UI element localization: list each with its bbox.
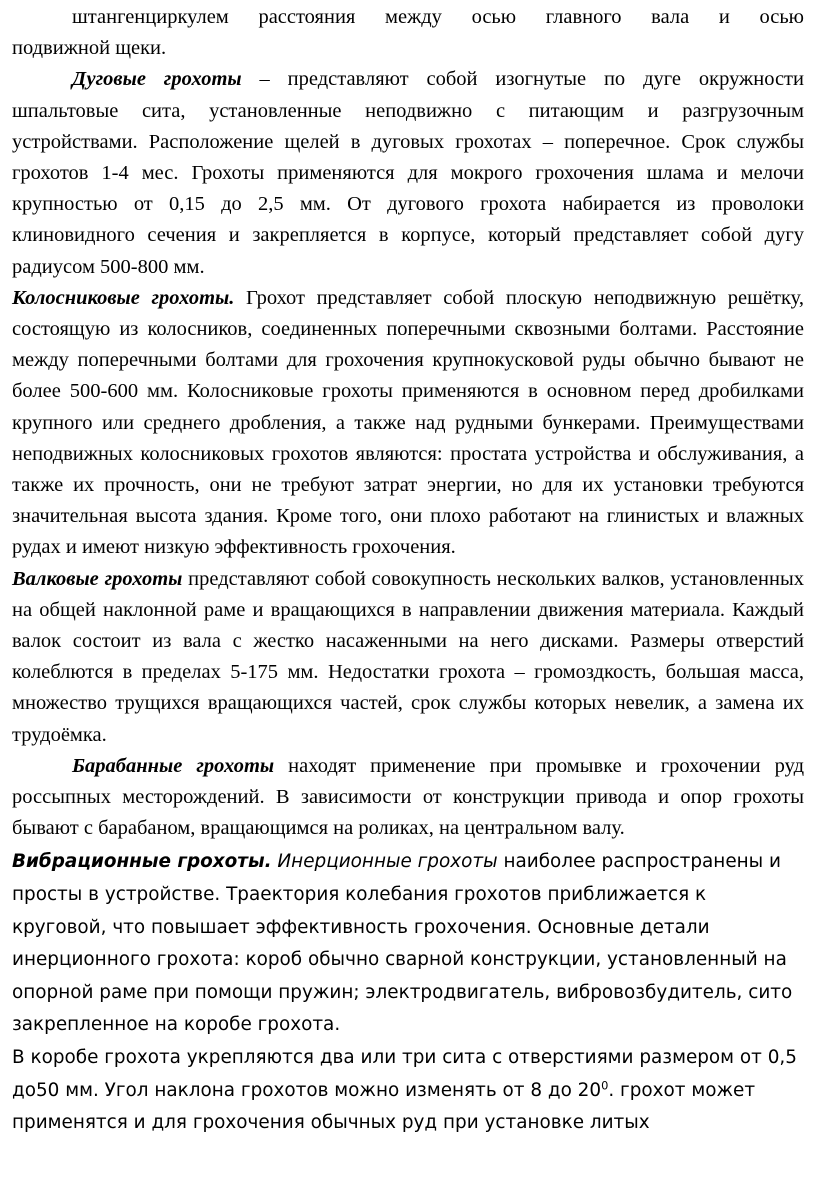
- arc-screens-text: – представляют собой изогнутые по дуге окружности шпальтовые сита, установленные неподвижно с питающим и разгрузочным устройствами. Расположение щелей в дуговых грохотах – поперечное. Срок службы грохотов 1-4 мес. Грохоты применяются для мокрого грохочения шлама и мелочи крупностью от 0,15 до 2,5 мм. От дугового грохота набирается из проволоки клиновидного сечения и закрепляется в корпусе, который представляет собой дугу радиусом 500-800 мм.: [12, 68, 804, 278]
- sans-section: [12, 846, 804, 1139]
- screen-box-text-a: В коробе грохота укрепляются два или три сита с отверстиями размером от 0,5 до50 мм. Угол наклона грохотов можно изменять от 8 до 20: [12, 1047, 797, 1101]
- term-arc-screens: Дуговые грохоты: [72, 68, 242, 91]
- paragraph-roller-screens: [12, 564, 804, 751]
- paragraph-grizzly-screens: [12, 283, 804, 564]
- degree-superscript: 0: [601, 1078, 609, 1093]
- term-vibrating-screens: Вибрационные грохоты.: [12, 851, 272, 873]
- term-inertial-screens: Инерционные грохоты: [271, 851, 498, 873]
- screen-box-text-b: . грохот может применятся и для грохочения обычных руд при установке литых: [12, 1079, 756, 1134]
- term-roller-screens: Валковые грохоты: [12, 567, 183, 590]
- paragraph-screen-box: [12, 1042, 804, 1140]
- vibrating-screens-text: наиболее распространены и просты в устройстве. Траектория колебания грохотов приближается к круговой, что повышает эффективность грохочения. Основные детали инерционного грохота: короб обычно сварной конструкции, установленный на опорной раме при помощи пружин; электродвигатель, вибровозбудитель, сито закрепленное на коробе грохота.: [12, 851, 793, 1036]
- term-grizzly-screens: Колосниковые грохоты.: [12, 286, 235, 309]
- paragraph-drum-screens: [12, 751, 804, 845]
- drum-screens-text: находят применение при промывке и грохочении руд россыпных месторождений. В зависимости от конструкции привода и опор грохоты бывают с барабаном, вращающимся на роликах, на центральном валу.: [12, 754, 804, 840]
- paragraph-1-line-2: подвижной щеки.: [12, 37, 167, 60]
- term-drum-screens: Барабанные грохоты: [72, 754, 275, 777]
- paragraph-1-line-1: штангенциркулем расстояния между осью главного вала и осью: [72, 6, 804, 28]
- grizzly-screens-text: Грохот представляет собой плоскую неподвижную решётку, состоящую из колосников, соединенных поперечными сквозными болтами. Расстояние между поперечными болтами для грохочения крупнокусковой руды обычно бывают не более 500-600 мм. Колосниковые грохоты применяются в основном перед дробилками крупного или среднего дробления, а также над рудными бункерами. Преимуществами неподвижных колосниковых грохотов являются: простата устройства и обслуживания, а также их прочность, они не требуют затрат энергии, но для их установки требуются значительная высота здания. Кроме того, они плохо работают на глинистых и влажных рудах и имеют низкую эффективность грохочения.: [12, 286, 804, 559]
- roller-screens-text: представляют собой совокупность нескольких валков, установленных на общей наклонной раме и вращающихся в направлении движения материала. Каждый валок состоит из вала с жестко насаженными на него дисками. Размеры отверстий колеблются в пределах 5-175 мм. Недостатки грохота – громоздкость, большая масса, множество трущихся вращающихся частей, срок службы которых невелик, а замена их трудоёмка.: [12, 567, 804, 746]
- paragraph-arc-screens: [12, 64, 804, 282]
- paragraph-vibrating-screens: [12, 846, 804, 1042]
- document-page: [12, 0, 804, 1140]
